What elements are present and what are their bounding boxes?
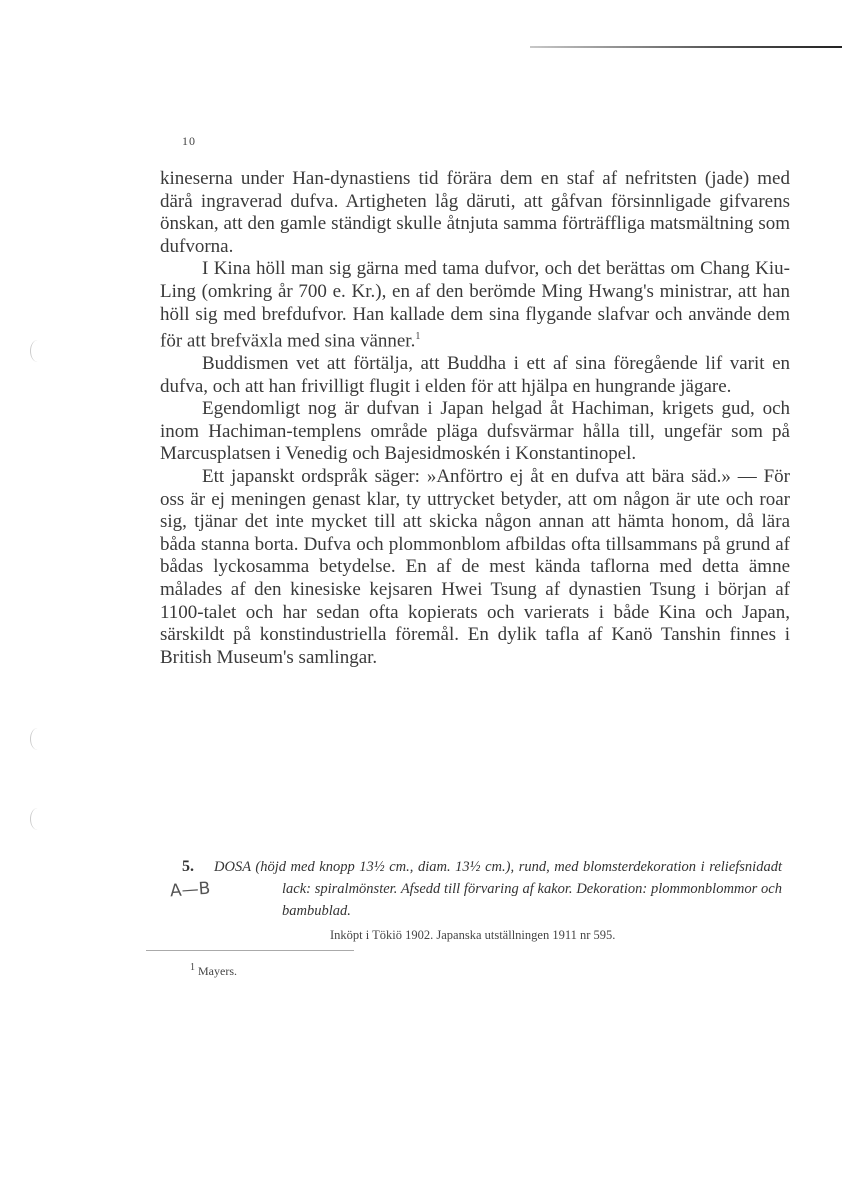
paragraph-1: kineserna under Han-dynastiens tid förära dem en staf af nefritsten (jade) med därå ingraverad dufva. Artigheten låg däruti, att gåfvan försinnligade gifvarens önskan, att den gamle ständigt skulle åtnjuta samma förträffliga matsmältning som dufvorna.: [160, 168, 790, 257]
body-text: [160, 168, 790, 669]
paragraph-5: Ett japanskt ordspråk säger: »Anförtro ej åt en dufva att bära säd.» — För oss är ej meningen genast klar, ty uttrycket betyder, att om någon är ute och roar sig, tjänar det inte mycket till att skicka någon annan att hämta honom, då lära båda stanna borta. Dufva och plommonblom afbildas ofta tillsammans på grund af bådas lyckosamma betydelse. En af de mest kända taflorna med detta ämne målades af den kinesiske kejsaren Hwei Tsung af dynastien Tsung i början af 1100-talet och har sedan ofta kopierats och varierats i både Kina och Japan, särskildt på konstindustriella föremål. En dylik tafla af Kanö Tanshin finnes i British Museum's samlingar.: [160, 466, 790, 668]
paragraph-3: Buddismen vet att förtälja, att Buddha i ett af sina föregående lif varit en dufva, och att han frivilligt flugit i elden för att hjälpa en hungrande jägare.: [160, 353, 790, 397]
top-rule: [530, 46, 842, 48]
handwritten-mark: A—B: [169, 878, 211, 902]
page-number: 10: [182, 134, 196, 148]
catalog-entry: [182, 856, 782, 946]
paragraph-2-text: I Kina höll man sig gärna med tama dufvor, och det berättas om Chang Kiu-Ling (omkring år 700 e. Kr.), en af den berömde Ming Hwang's ministrar, att han höll sig med brefdufvor. Han kallade dem sina flygande slafvar och använde dem för att brefväxla med sina vänner.: [160, 258, 790, 352]
punch-hole-mark: [30, 808, 45, 830]
catalog-purchase-note: Inköpt i Tökiö 1902. Japanska utställningen 1911 nr 595.: [330, 928, 616, 942]
catalog-description: DOSA (höjd med knopp 13½ cm., diam. 13½ cm.), rund, med blomsterdekoration i reliefsnidadt lack: spiralmönster. Afsedd till förvaring af kakor. Dekoration: plommonblommor och bambublad.: [214, 859, 782, 919]
footnote-marker: 1: [190, 962, 195, 973]
footnote: [190, 962, 237, 979]
punch-hole-mark: [30, 728, 45, 750]
paragraph-4: Egendomligt nog är dufvan i Japan helgad åt Hachiman, krigets gud, och inom Hachiman-templens område pläga dufsvärmar hålla till, ungefär som på Marcusplatsen i Venedig och Bajesidmoskén i Konstantinopel.: [160, 398, 790, 465]
catalog-number: 5.: [182, 858, 194, 875]
footnote-rule: [146, 950, 354, 951]
paragraph-2: [160, 258, 790, 353]
footnote-text: Mayers.: [198, 964, 237, 978]
footnote-reference: 1: [415, 331, 421, 343]
punch-hole-mark: [30, 340, 45, 362]
